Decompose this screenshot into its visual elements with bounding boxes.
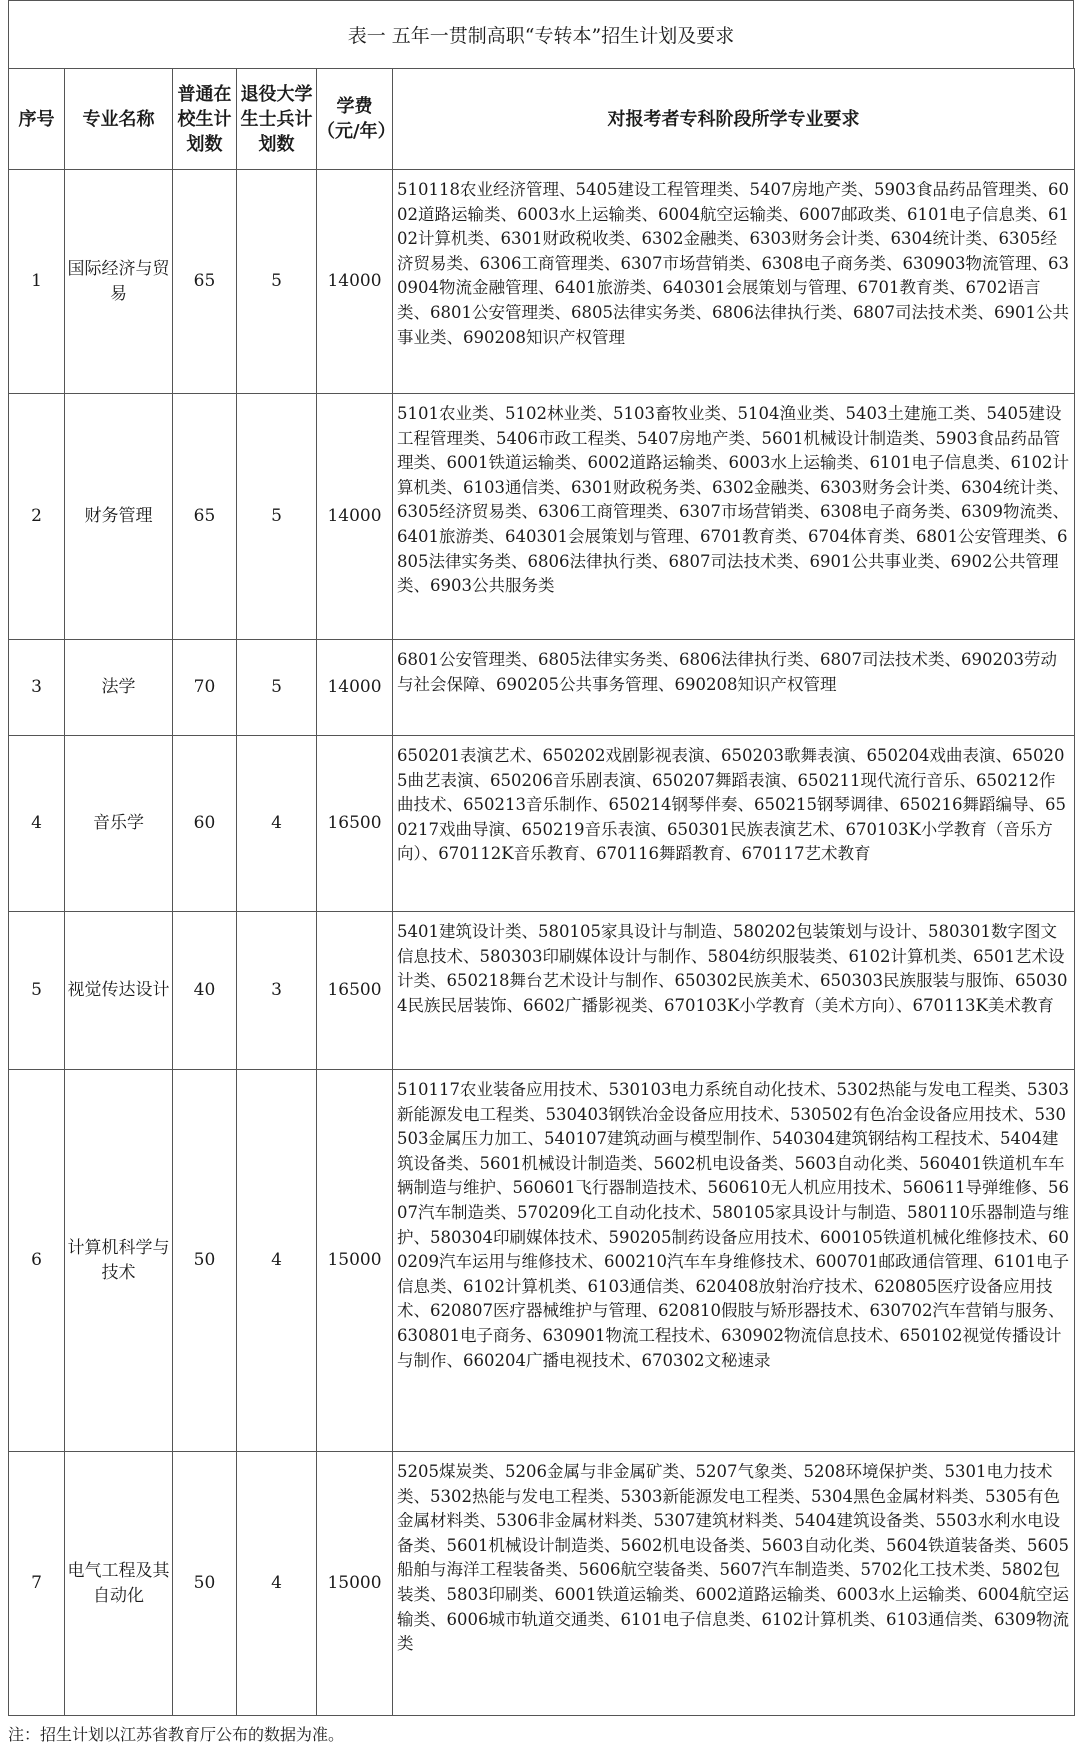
footnote: 注：招生计划以江苏省教育厅公布的数据为准。 (8, 1725, 345, 1744)
row-veteran-plan: 5 (237, 394, 317, 640)
row-tuition: 16500 (317, 912, 393, 1070)
header-row (9, 69, 1075, 170)
row-major: 视觉传达设计 (65, 912, 173, 1070)
row-index: 4 (9, 736, 65, 912)
row-requirements: 5101农业类、5102林业类、5103畜牧业类、5104渔业类、5403土建施工类、5405建设工程管理类、5406市政工程类、5407房地产类、5601机械设计制造类、5903食品药品管理类、6001铁道运输类、6002道路运输类、6003水上运输类、6101电子信息类、6102计算机类、6103通信类、6301财政税务类、6302金融类、6303财务会计类、6304统计类、6305经济贸易类、6306工商管理类、6307市场营销类、6308电子商务类、6309物流类、6401旅游类、640301会展策划与管理、6701教育类、6704体育类、6801公安管理类、6805法律实务类、6806法律执行类、6807司法技术类、6901公共事业类、6902公共管理类、6903公共服务类 (397, 404, 1069, 596)
row-regular-plan: 65 (173, 170, 237, 394)
row-regular-plan: 70 (173, 640, 237, 736)
row-requirements: 5205煤炭类、5206金属与非金属矿类、5207气象类、5208环境保护类、5301电力技术类、5302热能与发电工程类、5303新能源发电工程类、5304黑色金属材料类、5305有色金属材料类、5306非金属材料类、5307建筑材料类、5404建筑设备类、5503水利水电设备类、5601机械设计制造类、5602机电设备类、5603自动化类、5604铁道装备类、5605船舶与海洋工程装备类、5606航空装备类、5607汽车制造类、5702化工技术类、5802包装类、5803印刷类、6001铁道运输类、6002道路运输类、6003水上运输类、6004航空运输类、6006城市轨道交通类、6101电子信息类、6102计算机类、6103通信类、6309物流类 (397, 1462, 1069, 1654)
row-regular-plan: 40 (173, 912, 237, 1070)
header-veteran-plan: 退役大学生士兵计划数 (237, 69, 317, 170)
row-requirements: 6801公安管理类、6805法律实务类、6806法律执行类、6807司法技术类、690203劳动与社会保障、690205公共事务管理、690208知识产权管理 (397, 650, 1057, 694)
row-major: 电气工程及其自动化 (65, 1452, 173, 1716)
row-tuition: 15000 (317, 1070, 393, 1452)
row-index: 1 (9, 170, 65, 394)
row-requirements: 510118农业经济管理、5405建设工程管理类、5407房地产类、5903食品药品管理类、6002道路运输类、6003水上运输类、6004航空运输类、6007邮政类、6101电子信息类、6102计算机类、6301财政税收类、6302金融类、6303财务会计类、6304统计类、6305经济贸易类、6306工商管理类、6307市场营销类、6308电子商务类、630903物流管理、630904物流金融管理、6401旅游类、640301会展策划与管理、6701教育类、6702语言类、6801公安管理类、6805法律实务类、6806法律执行类、6807司法技术类、6901公共事业类、690208知识产权管理 (397, 180, 1069, 347)
row-veteran-plan: 4 (237, 1070, 317, 1452)
row-index: 2 (9, 394, 65, 640)
row-regular-plan: 50 (173, 1070, 237, 1452)
row-major: 财务管理 (65, 394, 173, 640)
table-row (9, 1070, 1075, 1452)
row-veteran-plan: 5 (237, 640, 317, 736)
table-row (9, 170, 1075, 394)
row-requirements: 5401建筑设计类、580105家具设计与制造、580202包装策划与设计、580301数字图文信息技术、580303印刷媒体设计与制作、5804纺织服装类、6102计算机类、6501艺术设计类、650218舞台艺术设计与制作、650302民族美术、650303民族服装与服饰、650304民族民居装饰、6602广播影视类、670103K小学教育（美术方向）、670113K美术教育 (397, 922, 1068, 1015)
row-regular-plan: 60 (173, 736, 237, 912)
row-veteran-plan: 5 (237, 170, 317, 394)
row-requirements: 510117农业装备应用技术、530103电力系统自动化技术、5302热能与发电工程类、5303新能源发电工程类、530403钢铁冶金设备应用技术、530502有色冶金设备应用技术、530503金属压力加工、540107建筑动画与模型制作、540304建筑钢结构工程技术、5404建筑设备类、5601机械设计制造类、5602机电设备类、5603自动化类、560401铁道机车车辆制造与维护、560601飞行器制造技术、560610无人机应用技术、560611导弹维修、5607汽车制造类、570209化工自动化技术、580105家具设计与制造、580110乐器制造与维护、580304印刷媒体技术、590205制药设备应用技术、600105铁道机械化维修技术、600209汽车运用与维修技术、600210汽车车身维修技术、600701邮政通信管理、6101电子信息类、6102计算机类、6103通信类、620408放射治疗技术、620805医疗设备应用技术、620807医疗器械维护与管理、620810假肢与矫形器技术、630702汽车营销与服务、630801电子商务、630901物流工程技术、630902物流信息技术、650102视觉传播设计与制作、660204广播电视技术、670302文秘速录 (397, 1080, 1069, 1370)
row-veteran-plan: 3 (237, 912, 317, 1070)
header-index: 序号 (9, 69, 65, 170)
row-major: 计算机科学与技术 (65, 1070, 173, 1452)
table-title: 表一 五年一贯制高职“专转本”招生计划及要求 (8, 0, 1074, 68)
header-major: 专业名称 (65, 69, 173, 170)
row-tuition: 16500 (317, 736, 393, 912)
row-tuition: 14000 (317, 640, 393, 736)
header-tuition: 学费（元/年） (317, 69, 393, 170)
row-regular-plan: 50 (173, 1452, 237, 1716)
table-row (9, 912, 1075, 1070)
table-row (9, 1452, 1075, 1716)
table-row (9, 394, 1075, 640)
table-row (9, 640, 1075, 736)
row-tuition: 14000 (317, 394, 393, 640)
row-index: 7 (9, 1452, 65, 1716)
row-regular-plan: 65 (173, 394, 237, 640)
row-tuition: 14000 (317, 170, 393, 394)
row-index: 6 (9, 1070, 65, 1452)
row-index: 5 (9, 912, 65, 1070)
table-row (9, 736, 1075, 912)
row-major: 音乐学 (65, 736, 173, 912)
row-tuition: 15000 (317, 1452, 393, 1716)
row-major: 法学 (65, 640, 173, 736)
header-requirements: 对报考者专科阶段所学专业要求 (393, 69, 1075, 170)
header-regular-plan: 普通在校生计划数 (173, 69, 237, 170)
row-veteran-plan: 4 (237, 736, 317, 912)
row-index: 3 (9, 640, 65, 736)
row-veteran-plan: 4 (237, 1452, 317, 1716)
row-requirements: 650201表演艺术、650202戏剧影视表演、650203歌舞表演、650204戏曲表演、650205曲艺表演、650206音乐剧表演、650207舞蹈表演、650211现代流行音乐、650212作曲技术、650213音乐制作、650214钢琴伴奏、650215钢琴调律、650216舞蹈编导、650217戏曲导演、650219音乐表演、650301民族表演艺术、670103K小学教育（音乐方向）、670112K音乐教育、670116舞蹈教育、670117艺术教育 (397, 746, 1066, 864)
row-major: 国际经济与贸易 (65, 170, 173, 394)
enrollment-table (8, 68, 1075, 1716)
